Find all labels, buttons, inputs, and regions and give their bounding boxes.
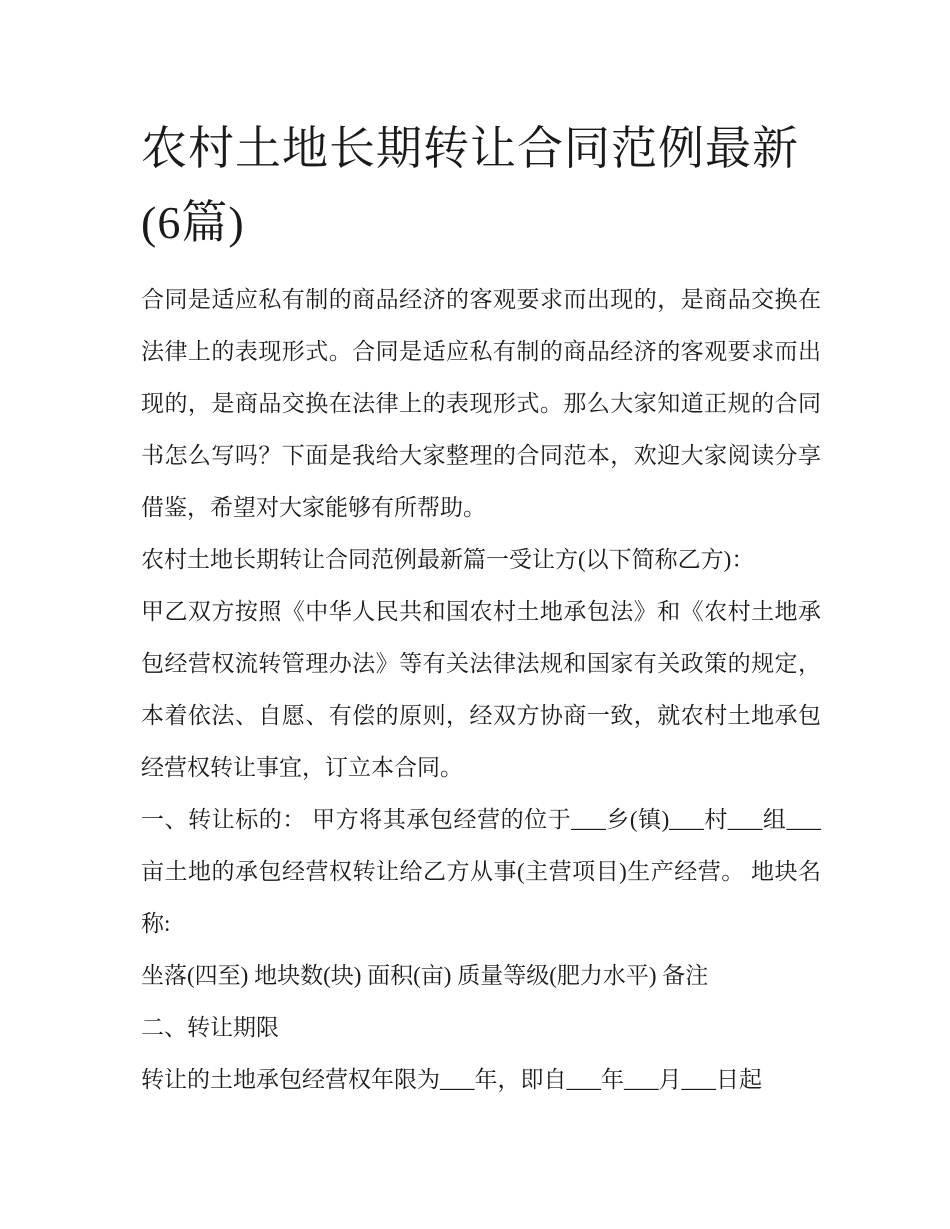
- section-heading-paragraph: 农村土地长期转让合同范例最新篇一受让方(以下简称乙方)：: [141, 547, 755, 572]
- document-title: 农村土地长期转让合同范例最新(6篇): [141, 123, 799, 248]
- clause-transfer-subject: 一、转让标的： 甲方将其承包经营的位于___乡(镇)___村___组___亩土地的承包经营权转让给乙方从事(主营项目)生产经营。 地块名称:: [141, 807, 821, 936]
- clause-heading-transfer-term: 二、转让期限: [141, 1015, 279, 1040]
- clause-transfer-term: 转让的土地承包经营权年限为___年，即自___年___月___日起: [141, 1067, 762, 1092]
- land-table-header-line: 坐落(四至) 地块数(块) 面积(亩) 质量等级(肥力水平) 备注: [141, 963, 709, 988]
- document-body: [141, 112, 821, 1106]
- preamble-paragraph: 甲乙双方按照《中华人民共和国农村土地承包法》和《农村土地承包经营权流转管理办法》等有关法律法规和国家有关政策的规定，本着依法、自愿、有偿的原则，经双方协商一致，就农村土地承包经营权转让事宜，订立本合同。: [141, 599, 821, 780]
- intro-paragraph: 合同是适应私有制的商品经济的客观要求而出现的，是商品交换在法律上的表现形式。合同是适应私有制的商品经济的客观要求而出现的，是商品交换在法律上的表现形式。那么大家知道正规的合同书怎么写吗？下面是我给大家整理的合同范本，欢迎大家阅读分享借鉴，希望对大家能够有所帮助。: [141, 287, 821, 520]
